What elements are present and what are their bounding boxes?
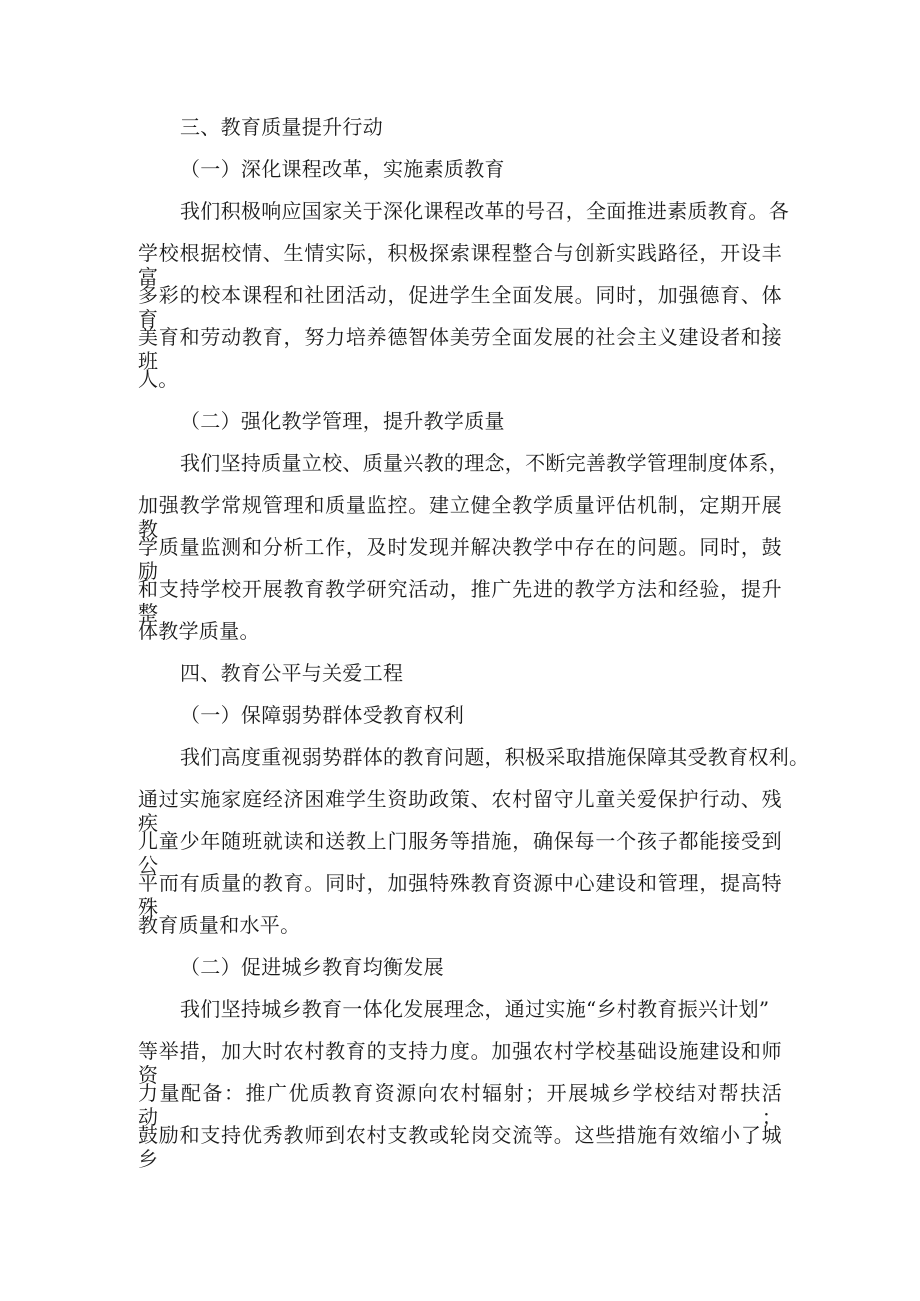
paragraph-line: 力量配备：推广优质教育资源向农村辐射；开展城乡学校结对帮扶活动；: [138, 1081, 782, 1129]
paragraph-line: 人。: [138, 367, 179, 391]
paragraph-line: 美育和劳动教育，努力培养德智体美劳全面发展的社会主义建设者和接班: [138, 325, 782, 373]
paragraph-line: 鼓励和支持优秀教师到农村支教或轮岗交流等。这些措施有效缩小了城乡: [138, 1123, 782, 1171]
paragraph-line: 教育质量和水平。: [138, 913, 301, 937]
paragraph-line: 我们高度重视弱势群体的教育问题，积极采取措施保障其受教育权利。: [180, 745, 810, 769]
paragraph-line: 我们积极响应国家关于深化课程改革的号召，全面推进素质教育。各: [180, 199, 789, 223]
paragraph-line: 等举措，加大时农村教育的支持力度。加强农村学校基础设施建设和师资: [138, 1039, 782, 1087]
paragraph-line: 我们坚持城乡教育一体化发展理念，通过实施“乡村教育振兴计划”: [180, 997, 770, 1021]
paragraph-line: 多彩的校本课程和社团活动，促进学生全面发展。同时，加强德育、体育、: [138, 283, 782, 331]
paragraph-line: 和支持学校开展教育教学研究活动，推广先进的教学方法和经验，提升整: [138, 577, 782, 625]
paragraph-line: 学质量监测和分析工作，及时发现并解决教学中存在的问题。同时，鼓励: [138, 535, 782, 583]
section-heading: 三、教育质量提升行动: [180, 115, 383, 139]
paragraph-line: 我们坚持质量立校、质量兴教的理念，不断完善教学管理制度体系，: [180, 451, 789, 475]
section-heading: 四、教育公平与关爱工程: [180, 661, 404, 685]
subsection-heading: （一）保障弱势群体受教育权利: [180, 703, 465, 727]
paragraph-line: 学校根据校情、生情实际，积极探索课程整合与创新实践路径，开设丰富: [138, 241, 782, 289]
paragraph-line: 加强教学常规管理和质量监控。建立健全教学质量评估机制，定期开展教: [138, 493, 782, 541]
paragraph-line: 通过实施家庭经济困难学生资助政策、农村留守儿童关爱保护行动、残疾: [138, 787, 782, 835]
subsection-heading: （一）深化课程改革，实施素质教育: [180, 157, 505, 181]
subsection-heading: （二）强化教学管理，提升教学质量: [180, 409, 505, 433]
paragraph-line: 体教学质量。: [138, 619, 260, 643]
subsection-heading: （二）促进城乡教育均衡发展: [180, 955, 444, 979]
paragraph-line: 平而有质量的教育。同时，加强特殊教育资源中心建设和管理，提高特殊: [138, 871, 782, 919]
paragraph-line: 儿童少年随班就读和送教上门服务等措施，确保每一个孩子都能接受到公: [138, 829, 782, 877]
